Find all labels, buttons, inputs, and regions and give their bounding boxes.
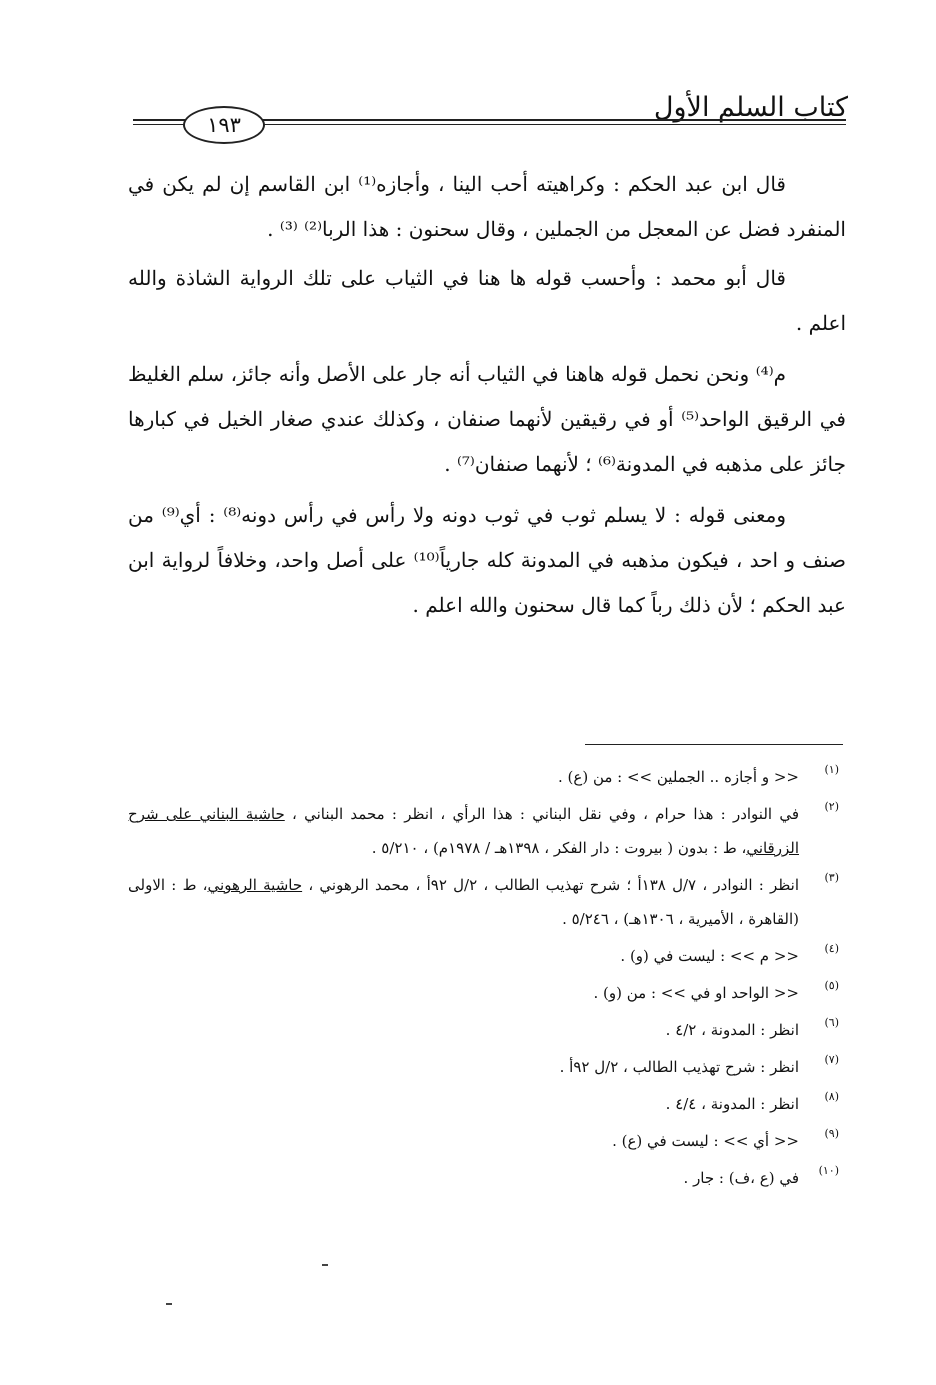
footnote-number: (١٠) — [818, 1164, 839, 1177]
footnote-5 — [128, 976, 843, 1010]
footnote-text: ، ط : بدون ( بيروت : دار الفكر ، ١٣٩٨هـ / ١٩٧٨م) ، ٥/٢١٠ . — [371, 839, 747, 857]
body-text — [128, 162, 846, 634]
body-paragraph-2: قال أبو محمد : وأحسب قوله ها هنا في الثياب على تلك الرواية الشاذة والله اعلم . — [128, 266, 846, 335]
page-number: ١٩٣ — [183, 106, 265, 144]
footnote-number: (٤) — [824, 942, 839, 955]
body-paragraph-4: ومعنى قوله : لا يسلم ثوب في ثوب دونه ولا رأس في رأس دونه⁽⁸⁾ : أي⁽⁹⁾ من صنف و احد ، فيكون مذهبه في المدونة كله جارياً⁽¹⁰⁾ على أصل واحد، وخلافاً لرواية ابن عبد الحكم ؛ لأن ذلك رباً كما قال سحنون والله اعلم . — [128, 503, 847, 617]
footnote-number: (٥) — [824, 979, 839, 992]
footnote-book-title: حاشية البناني على شرح الزرقاني — [128, 805, 799, 857]
footnote-text: ، ط : الاولى (القاهرة ، الأميرية ، ١٣٠٦هـ) ، ٥/٢٤٦ . — [128, 876, 799, 928]
footnote-10 — [128, 1161, 843, 1195]
footnote-number: (٧) — [824, 1053, 839, 1066]
footnote-separator — [585, 744, 843, 745]
footnote-number: (٦) — [824, 1016, 839, 1029]
footnote-9 — [128, 1124, 843, 1158]
footnote-number: (٢) — [824, 800, 839, 813]
footnote-2 — [128, 797, 843, 865]
footnote-text: انظر : المدونة ، ٤/٢ . — [665, 1021, 799, 1039]
footnote-text: << م >> : ليست في (و) . — [620, 947, 799, 965]
body-paragraph-1: قال ابن عبد الحكم : وكراهيته أحب الينا ، وأجازه⁽¹⁾ ابن القاسم إن لم يكن في المنفرد فضل عن المعجل من الجملين ، وقال سحنون : هذا الربا⁽²⁾ ⁽³⁾ . — [128, 172, 846, 241]
footnote-6 — [128, 1013, 843, 1047]
footnote-7 — [128, 1050, 843, 1084]
footnote-1 — [128, 760, 843, 794]
footnote-text: انظر : شرح تهذيب الطالب ، ٢/ل ٩٢أ . — [559, 1058, 799, 1076]
footnote-text: في (ع ،ف) : جار . — [683, 1169, 799, 1187]
footnote-text: << أي >> : ليست في (ع) . — [612, 1132, 799, 1150]
footnotes — [128, 760, 843, 1198]
footnote-4 — [128, 939, 843, 973]
footnote-number: (٣) — [824, 871, 839, 884]
footnote-8 — [128, 1087, 843, 1121]
scan-speck — [166, 1303, 172, 1305]
footnote-number: (٩) — [824, 1127, 839, 1140]
body-paragraph-3: م⁽⁴⁾ ونحن نحمل قوله هاهنا في الثياب أنه جار على الأصل وأنه جائز، سلم الغليظ في الرقيق الواحد⁽⁵⁾ أو في رقيقين لأنهما صنفان ، وكذلك عندي صغار الخيل في كبارها جائز على مذهبه في المدونة⁽⁶⁾ ؛ لأنهما صنفان⁽⁷⁾ . — [128, 362, 846, 476]
running-title: كتاب السلم الأول — [653, 92, 848, 123]
footnote-text: << الواحد او في >> : من (و) . — [593, 984, 799, 1002]
footnote-text: << و أجازه .. الجملين >> : من (ع) . — [557, 768, 799, 786]
footnote-3 — [128, 868, 843, 936]
footnote-text: في النوادر : هذا حرام ، وفي نقل البناني : هذا الرأي ، انظر : محمد البناني ، — [284, 805, 799, 823]
scan-speck — [322, 1264, 328, 1266]
footnote-text: انظر : النوادر ، ٧/ل ١٣٨أ ؛ شرح تهذيب الطالب ، ٢/ل ٩٢أ ، محمد الرهوني ، — [302, 876, 799, 894]
footnote-number: (٨) — [824, 1090, 839, 1103]
footnote-number: (١) — [824, 763, 839, 776]
footnote-text: انظر : المدونة ، ٤/٤ . — [665, 1095, 799, 1113]
footnote-book-title: حاشية الرهوني — [207, 876, 303, 894]
